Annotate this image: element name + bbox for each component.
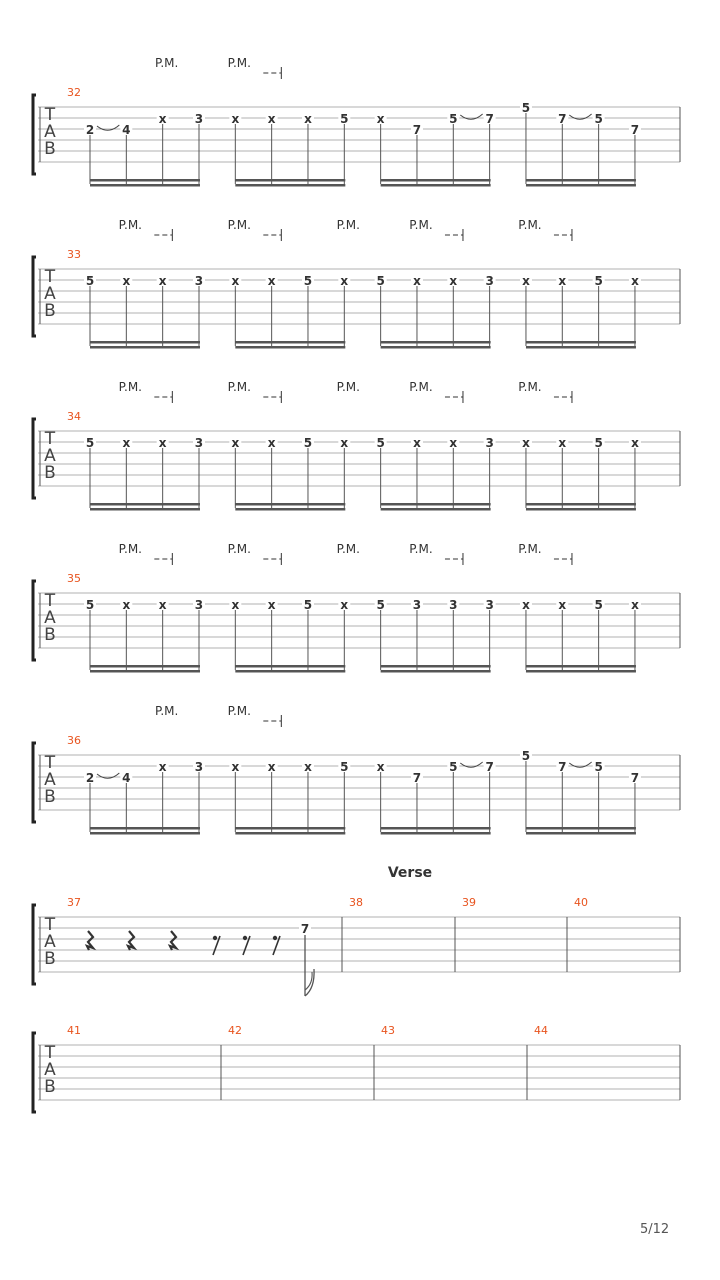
palm-mute-label: P.M. (154, 56, 179, 70)
dead-note: x (158, 760, 167, 774)
beam (381, 346, 491, 349)
tab-clef-letter: A (44, 446, 56, 466)
measure-number: 32 (67, 86, 81, 99)
fret-number: 3 (194, 598, 204, 612)
tab-clef-letter: T (44, 1043, 56, 1063)
beam (526, 184, 636, 187)
beam (90, 670, 200, 673)
palm-mute-label: P.M. (227, 56, 251, 70)
sixteenth-rest-icon (213, 936, 217, 940)
dead-note: x (413, 436, 421, 450)
measure-number: 40 (574, 896, 588, 909)
fret-number: 5 (521, 101, 531, 115)
quarter-rest-icon (128, 931, 134, 950)
dead-note: x (631, 274, 639, 288)
measure-number: 36 (67, 734, 81, 747)
palm-mute-label: P.M. (118, 380, 143, 394)
fret-number: 3 (449, 598, 458, 612)
beam (235, 346, 345, 349)
beam (526, 827, 636, 830)
dead-note: x (231, 112, 240, 126)
fret-number: 7 (412, 123, 422, 137)
fret-number: 7 (558, 112, 567, 126)
palm-mute-label: P.M. (227, 704, 251, 718)
dead-note: x (122, 598, 131, 612)
beam (235, 179, 345, 182)
beam (526, 508, 636, 511)
system-bracket (33, 257, 36, 336)
fret-number: 5 (594, 112, 603, 126)
fret-number: 5 (303, 436, 313, 450)
tab-clef-letter: B (44, 301, 56, 321)
tab-clef-letter: A (44, 932, 56, 952)
measure-number: 37 (67, 896, 81, 909)
dead-note: x (267, 598, 276, 612)
dead-note: x (231, 760, 240, 774)
beam (235, 665, 345, 668)
dead-note: x (231, 598, 240, 612)
fret-number: 5 (85, 598, 95, 612)
dead-note: x (231, 436, 240, 450)
fret-number: 3 (485, 274, 494, 288)
fret-number: 3 (485, 598, 494, 612)
tab-clef-letter: B (44, 949, 56, 969)
beam (381, 832, 491, 835)
tab-clef-letter: B (44, 1077, 56, 1097)
tab-clef-letter: A (44, 122, 56, 142)
beam (235, 827, 345, 830)
dead-note: x (340, 274, 349, 288)
fret-number: 7 (485, 760, 494, 774)
dead-note: x (158, 598, 167, 612)
beam (381, 665, 491, 668)
system-bracket (33, 1033, 36, 1112)
dead-note: x (340, 436, 349, 450)
dead-note: x (631, 598, 639, 612)
fret-number: 3 (194, 112, 204, 126)
beam (90, 179, 200, 182)
fret-number: 4 (122, 123, 131, 137)
fret-number: 5 (340, 760, 349, 774)
dead-note: x (449, 436, 458, 450)
beam (235, 670, 345, 673)
beam (235, 832, 345, 835)
palm-mute-label: P.M. (409, 542, 433, 556)
palm-mute-label: P.M. (409, 380, 433, 394)
palm-mute-label: P.M. (518, 380, 542, 394)
fret-number: 5 (376, 598, 385, 612)
dead-note: x (522, 274, 530, 288)
tab-clef-letter: T (44, 915, 56, 935)
palm-mute-label: P.M. (118, 218, 143, 232)
fret-number: 5 (521, 749, 531, 763)
dead-note: x (376, 760, 385, 774)
dead-note: x (304, 112, 312, 126)
tab-clef-letter: A (44, 770, 56, 790)
measure-number: 39 (462, 896, 476, 909)
palm-mute-label: P.M. (227, 542, 251, 556)
palm-mute-label: P.M. (154, 704, 179, 718)
dead-note: x (631, 436, 639, 450)
beam (526, 503, 636, 506)
fret-number: 2 (85, 771, 95, 785)
sixteenth-rest-icon (243, 936, 247, 940)
dead-note: x (267, 436, 276, 450)
fret-number: 3 (194, 274, 204, 288)
tab-clef-letter: B (44, 463, 56, 483)
beam (90, 341, 200, 344)
beam (90, 827, 200, 830)
tab-staff-6 (33, 865, 680, 996)
measure-number: 42 (228, 1024, 242, 1037)
measure-number: 44 (534, 1024, 548, 1037)
beam (90, 346, 200, 349)
fret-number: 5 (85, 436, 95, 450)
fret-number: 7 (630, 771, 640, 785)
tab-staff-2 (33, 218, 680, 349)
palm-mute-label: P.M. (227, 218, 251, 232)
tab-clef-letter: T (44, 267, 56, 287)
tab-clef-letter: A (44, 284, 56, 304)
beam (90, 508, 200, 511)
dead-note: x (267, 274, 276, 288)
dead-note: x (122, 274, 131, 288)
dead-note: x (558, 274, 567, 288)
dead-note: x (522, 598, 530, 612)
tab-clef-letter: T (44, 591, 56, 611)
fret-number: 5 (449, 760, 458, 774)
fret-number: 3 (194, 760, 204, 774)
fret-number: 5 (340, 112, 349, 126)
system-bracket (33, 419, 36, 498)
beam (90, 665, 200, 668)
tab-staff-1 (33, 56, 680, 187)
dead-note: x (267, 112, 276, 126)
fret-number: 3 (485, 436, 494, 450)
fret-number: 7 (485, 112, 494, 126)
beam (235, 508, 345, 511)
measure-number: 41 (67, 1024, 81, 1037)
beam (90, 503, 200, 506)
beam (381, 503, 491, 506)
tab-staff-7 (33, 1024, 680, 1112)
page-number: 5/12 (640, 1222, 670, 1237)
tab-clef-letter: T (44, 753, 56, 773)
palm-mute-label: P.M. (336, 218, 360, 232)
beam (381, 341, 491, 344)
quarter-rest-icon (170, 931, 176, 950)
measure-number: 38 (349, 896, 363, 909)
fret-number: 5 (594, 274, 603, 288)
beam (526, 670, 636, 673)
tab-clef-letter: A (44, 1060, 56, 1080)
system-bracket (33, 905, 36, 984)
tab-clef-letter: T (44, 429, 56, 449)
fret-number: 7 (412, 771, 422, 785)
palm-mute-label: P.M. (336, 542, 360, 556)
dead-note: x (558, 436, 567, 450)
tab-staff-4 (33, 542, 680, 673)
fret-number: 7 (300, 922, 310, 936)
beam (526, 341, 636, 344)
note-flag (305, 969, 314, 996)
fret-number: 4 (122, 771, 131, 785)
dead-note: x (231, 274, 240, 288)
dead-note: x (413, 274, 421, 288)
dead-note: x (449, 274, 458, 288)
tab-clef-letter: A (44, 608, 56, 628)
tab-clef-letter: B (44, 625, 56, 645)
system-bracket (33, 95, 36, 174)
measure-number: 43 (381, 1024, 395, 1037)
beam (381, 179, 491, 182)
beam (526, 179, 636, 182)
system-bracket (33, 743, 36, 822)
fret-number: 2 (85, 123, 95, 137)
dead-note: x (158, 436, 167, 450)
fret-number: 7 (630, 123, 640, 137)
measure-number: 33 (67, 248, 81, 261)
fret-number: 3 (194, 436, 204, 450)
fret-number: 5 (594, 598, 603, 612)
fret-number: 5 (303, 598, 313, 612)
palm-mute-label: P.M. (518, 542, 542, 556)
palm-mute-label: P.M. (336, 380, 360, 394)
tab-clef-letter: B (44, 139, 56, 159)
sixteenth-rest-icon (273, 936, 277, 940)
beam (526, 346, 636, 349)
dead-note: x (558, 598, 567, 612)
fret-number: 3 (412, 598, 422, 612)
beam (235, 184, 345, 187)
palm-mute-label: P.M. (518, 218, 542, 232)
beam (235, 503, 345, 506)
measure-number: 34 (67, 410, 81, 423)
measure-number: 35 (67, 572, 81, 585)
system-bracket (33, 581, 36, 660)
fret-number: 5 (376, 274, 385, 288)
dead-note: x (122, 436, 131, 450)
fret-number: 5 (449, 112, 458, 126)
dead-note: x (158, 112, 167, 126)
dead-note: x (340, 598, 349, 612)
tab-clef-letter: T (44, 105, 56, 125)
beam (526, 832, 636, 835)
tab-staff-5 (33, 704, 680, 835)
dead-note: x (304, 760, 312, 774)
fret-number: 5 (85, 274, 95, 288)
beam (90, 184, 200, 187)
beam (381, 184, 491, 187)
beam (526, 665, 636, 668)
dead-note: x (267, 760, 276, 774)
dead-note: x (376, 112, 385, 126)
tab-staff-3 (33, 380, 680, 511)
beam (235, 341, 345, 344)
fret-number: 5 (376, 436, 385, 450)
beam (381, 670, 491, 673)
beam (90, 832, 200, 835)
dead-note: x (158, 274, 167, 288)
tab-clef-letter: B (44, 787, 56, 807)
beam (381, 508, 491, 511)
palm-mute-label: P.M. (118, 542, 143, 556)
dead-note: x (522, 436, 530, 450)
beam (381, 827, 491, 830)
palm-mute-label: P.M. (409, 218, 433, 232)
quarter-rest-icon (87, 931, 93, 950)
fret-number: 5 (303, 274, 313, 288)
fret-number: 5 (594, 436, 603, 450)
fret-number: 7 (558, 760, 567, 774)
fret-number: 5 (594, 760, 603, 774)
palm-mute-label: P.M. (227, 380, 251, 394)
section-label: Verse (387, 865, 433, 881)
